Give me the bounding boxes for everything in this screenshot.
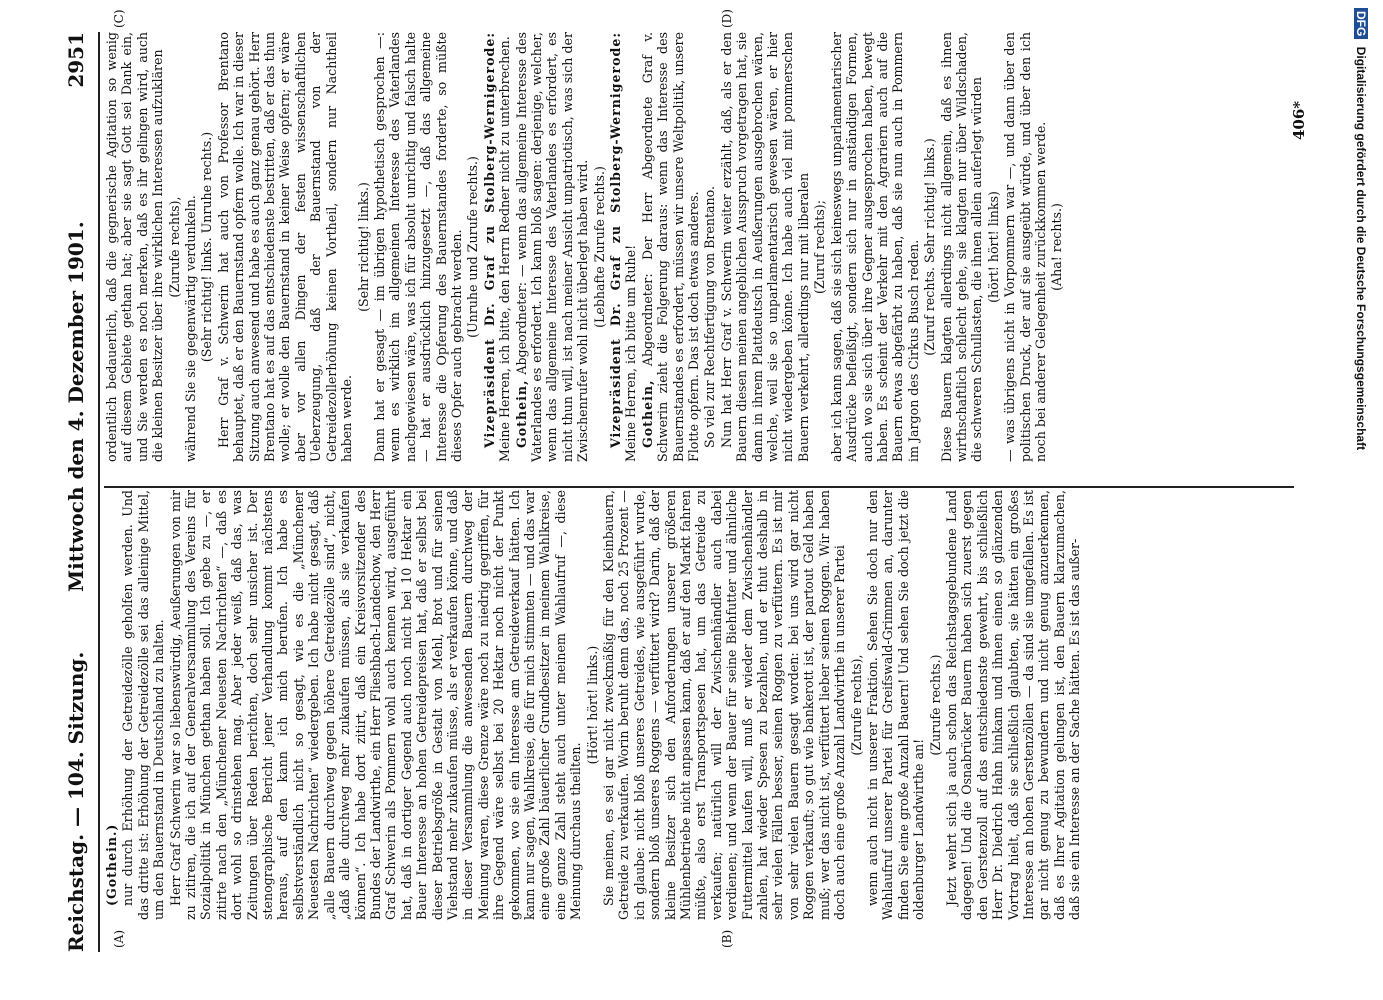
paragraph bbox=[939, 32, 985, 462]
dfg-logo: DFG bbox=[1354, 8, 1368, 39]
page-number: 2951 bbox=[64, 32, 88, 88]
speaker-name: Vizepräsident Dr. Graf zu Stolberg-Wernigerode: bbox=[481, 32, 497, 448]
paragraph-text: (Sehr richtig! links.) bbox=[355, 182, 371, 312]
paragraph bbox=[120, 490, 166, 920]
digitization-text: Digitalisierung gefördert durch die Deutsche Forschungsgemeinschaft bbox=[1354, 46, 1368, 451]
speaker-name: Gothein, bbox=[513, 379, 529, 448]
paragraph-text: (Lebhafte Zurufe rechts.) bbox=[591, 166, 607, 328]
header-left: Reichstag. — 104. Sitzung. bbox=[64, 651, 88, 952]
paragraph-text: (Zuruf rechts. Sehr richtig! links.) bbox=[922, 138, 938, 356]
stage-direction bbox=[167, 32, 182, 462]
paragraph-text: — was übrigens nicht in Vorpommern war —, und dann über den politischen Druck, der auf sie ausgeübt würde, und über den ich noch bei anderer Gelegenheit zurückkommen werde. bbox=[1002, 32, 1048, 462]
paragraph-text: während Sie sie gegenwärtig verdunkeln. bbox=[183, 195, 199, 462]
digitization-note bbox=[1348, 8, 1368, 992]
paragraph-text: Sie meinen, es sei gar nicht zweckmäßig für den Kleinbauern, Getreide zu verkaufen. Worin beruht denn das, noch 25 Prozent — ich glaube: nicht bloß unseres Getreides, wie ausgeführt wurde, sondern bloß unseres Roggens — verfüttert wird? Darin, daß der kleine Besitzer sich den Anforderungen unserer größeren Mühlenbetriebe nicht anpassen kann, daß er auf den Markt fahren müßte, also erst Transportspesen hat, um das Getreide zu verkaufen; natürlich will der Zwischenhändler auch dabei verdienen; und wenn der Bauer für seine Biehfutter und ähnliche Futtermittel kaufen will, muß er wieder dem Zwischenhändler zahlen, hat wieder Spesen zu bezahlen, und er thut deshalb in sehr vielen Fällen besser, seinen Roggen zu verfüttern. Es ist mir von sehr vielen Bauern gesagt worden: bei uns wird gar nicht Roggen verkauft; so gut wie bankerott ist, der partout Geld haben muß; wer das nicht ist, verfüttert lieber seinen Roggen. Wir haben doch auch eine große Anzahl Landwirthe in unserer Partei bbox=[601, 490, 848, 920]
page-signature: 406* bbox=[1290, 100, 1308, 140]
paragraph-text: Dann hat er gesagt — im übrigen hypothetisch gesprochen —: wenn es wirklich im allgemeinen Interesse des Vaterlandes nachgewiesen wäre, was ich für absolut unrichtig und falsch halte — hat er ausdrücklich hinzugesetzt —, daß das allgemeine Interesse die Opferung des Bauernstandes forderte, so müßte dieses Opfer auch gebracht werden. bbox=[371, 32, 464, 462]
paragraph bbox=[482, 32, 513, 462]
paragraph-text: So viel zur Rechtfertigung von Brentano. bbox=[702, 185, 718, 448]
stage-direction bbox=[592, 32, 607, 462]
stage-direction bbox=[986, 32, 1001, 462]
paragraph bbox=[216, 32, 355, 462]
stage-direction bbox=[585, 490, 600, 920]
page-header bbox=[60, 32, 98, 952]
stage-direction bbox=[356, 32, 371, 462]
paragraph-text: Herr Graf v. Schwerin hat auch von Professor Brentano behauptet, daß er den Bauernstand opfern wolle. Ich war in dieser Sitzung auch anwesend und habe es auch ganz genau gehört. Herr Brentano hat es auf das entschiedenste bestritten, daß er das thun wolle; er wolle den Bauernstand in keiner Weise opfern; er wäre aber vor allen Dingen der festen wissenschaftlichen Ueberzeugung, daß der Bauernstand von der Getreidezollerhöhung keinen Vortheil, sondern nur Nachtheil haben werde. bbox=[215, 32, 355, 462]
paragraph-text: (Aha! rechts.) bbox=[1049, 203, 1065, 291]
speaker-name: Vizepräsident Dr. Graf zu Stolberg-Wernigerode: bbox=[608, 32, 623, 448]
paragraph-text: Abgeordneter: — wenn das allgemeine Interesse des Vaterlandes es erfordert. Ich kann bloß sagen: derjenige, welcher, wenn das allgemeine Interesse des Vaterlandes es erfordert, es nicht thun will, ist nach meiner Ansicht unpatriotisch, was sich der Zwischenrufer wohl nicht überlegt haben wird. bbox=[513, 32, 591, 462]
paragraph-text: (Sehr richtig! links. Unruhe rechts.) bbox=[199, 131, 215, 363]
column-divider bbox=[104, 486, 1294, 488]
speaker-name: (Gothein.) bbox=[104, 823, 119, 906]
paragraph bbox=[719, 32, 811, 462]
margin-marker-c: (C) bbox=[112, 9, 126, 28]
paragraph bbox=[372, 32, 464, 462]
paragraph bbox=[183, 32, 198, 462]
paragraph-text: Meine Herren, ich bitte um Ruhe! bbox=[623, 244, 639, 462]
paragraph-text: wenn auch nicht in unserer Fraktion. Sehen Sie doch nur den Wahlaufruf unserer Partei für Greifswald-Grimmen an, darunter finden Sie eine große Anzahl Bauern! Und sehen Sie doch jetzt die oldenburger Landwirthe an! bbox=[864, 490, 927, 920]
paragraph bbox=[640, 32, 702, 462]
stage-direction bbox=[928, 490, 943, 920]
paragraph bbox=[829, 32, 921, 462]
paragraph bbox=[608, 32, 639, 462]
paragraph-text: aber ich kann sagen, daß sie sich keineswegs unparlamentarischer Ausdrücke befleißigt, sondern sich nur in anständigen Formen, auch wo sie sich über ihre Gegner ausgesprochen haben, bewegt haben. Es scheint der Verkehr mit den Agrariern auch auf die Bauern etwas abgefärbt zu haben, daß sie nun auch in Pommern im Jargon des Cirkus Busch reden. bbox=[828, 32, 921, 462]
paragraph-text: Jetzt wehrt sich ja auch schon das Reichstagsgebundene Land dagegen! Und die Osnabrücker Bauern haben sich zuerst gegen den Gerstenzoll auf das entschiedenste gewehrt, bis schließlich Herr Dr. Diedrich Hahn hinkam und ihnen einen so glänzenden Vortrag hielt, daß sie schließlich glaubten, sie hätten ein großes Interesse an hohen Gerstenzöllen — da sind sie umgefallen. Es ist gar nicht genug zu bewundern und nicht genug anzuerkennen, daß es Ihrer Agitation gelungen ist, den Bauern klarzumachen, daß sie ein Interesse an der Sache hätten. Es ist das außer- bbox=[943, 490, 1083, 920]
margin-marker-a: (A) bbox=[112, 929, 126, 948]
paragraph-text: (Hört! hört! links.) bbox=[584, 645, 600, 765]
paragraph bbox=[514, 32, 591, 462]
paragraph-text: (Unruhe und Zurufe rechts.) bbox=[465, 156, 481, 338]
paragraph-text: Diese Bauern klagten allerdings nicht allgemein, daß es ihnen wirthschaftlich schlecht gehe, sie klagten nur über Wildschaden, die schweren Schullasten, die ihnen allein auferlegt würden bbox=[938, 32, 985, 462]
stage-direction bbox=[849, 490, 864, 920]
paragraph bbox=[865, 490, 927, 920]
paragraph-text: nur durch Erhöhung der Getreidezölle geholfen werden. Und das dritte ist: Erhöhung der Getreidezölle sei das alleinige Mittel, um den Bauernstand in Deutschland zu halten. bbox=[120, 490, 167, 920]
paragraph bbox=[601, 490, 848, 920]
stage-direction bbox=[922, 32, 937, 462]
paragraph-text: (Zuruf rechts); bbox=[812, 200, 828, 294]
paragraph-text: Abgeordneter: Der Herr Abgeordnete Graf v. Schwerin zieht die Folgerung daraus: wenn das Interesse des Bauernstandes es erfordert, müssen wir unsere Weltpolitik, unsere Flotte opfern. Das ist doch etwas anderes. bbox=[639, 32, 702, 462]
header-rule bbox=[98, 32, 100, 952]
paragraph bbox=[702, 32, 717, 462]
paragraph-text: (Zurufe rechts), bbox=[848, 654, 864, 756]
paragraph-text: Herr Graf Schwerin war so liebenswürdig, Aeußerungen von mir zu zitiren, die ich auf der Generalversammlung des Vereins für Sozialpolitik in München gethan haben soll. Ich gebe zu —, er zitirte nach den „Münchener Neuesten Nachrichten“ —, daß es dort wohl so drinstehen mag. Aber jeder weiß, daß das, was Zeitungen über Reden berichten, doch sehr unsicher ist. Der stenographische Bericht jener Verhandlung kommt nächstens heraus, auf den kann ich mich berufen. Ich habe es selbstverständlich nicht so gesagt, wie es die „Münchener Neuesten Nachrichten“ wiedergeben. Ich habe nicht gesagt, daß „alle Bauern durchweg gegen höhere Getreidezölle sind“, nicht, „daß alle durchweg mehr zukaufen müssen, als sie verkaufen können“. Ich habe dort zitirt, daß ein Kreisvorsitzender des Bundes der Landwirthe, ein Herr Flieshbach-Landechow, den Herr Graf Schwerin als Pommern wohl auch kennen wird, ausgeführt hat, daß in dortiger Gegend auch noch nicht bei 10 Hektar ein Bauer Interesse an hohen Getreidepreisen hat, daß er selbst bei dieser Betriebsgröße in Gestalt von Mehl, Brot und für seinen Viehstand mehr zukaufen müsse, als er verkaufen könne, und daß in dieser Versammlung die anwesenden Bauern durchweg der Meinung waren, diese Grenze wäre noch zu niedrig gegriffen, für ihre Gegend wäre selbst bei 20 Hektar noch nicht der Punkt gekommen, wo sie ein Interesse am Getreideverkauf hätten. Ich kann nur sagen, Wahlkreise, die für mich stimmten — und das war eine große Zahl bäuerlicher Grundbesitzer in meinem Wahlkreise, eine ganze Zahl steht auch unter meinem Wahlaufruf —, diese Meinung durchaus theilten. bbox=[167, 490, 584, 920]
stage-direction bbox=[465, 32, 480, 462]
paragraph bbox=[104, 490, 119, 920]
header-date: Mittwoch den 4. Dezember 1901. bbox=[64, 221, 88, 592]
stage-direction bbox=[1049, 32, 1064, 462]
text-column-left bbox=[104, 490, 1084, 920]
paragraph bbox=[944, 490, 1083, 920]
speaker-name: Gothein, bbox=[639, 379, 655, 448]
paragraph-text: (Zurufe rechts.) bbox=[927, 654, 943, 756]
paragraph bbox=[1002, 32, 1048, 462]
stage-direction bbox=[812, 32, 827, 462]
paragraph-text: (hört! hört! links) bbox=[985, 191, 1001, 303]
paragraph-text: (Zurufe rechts), bbox=[166, 196, 182, 298]
margin-marker-d: (D) bbox=[720, 9, 734, 28]
paragraph bbox=[168, 490, 584, 920]
paragraph bbox=[104, 32, 166, 462]
paragraph-text: Nun hat Herr Graf v. Schwerin weiter erzählt, daß, als er den Bauern diesen meinen angeblichen Ausspruch vorgetragen hat, sie dann in ihrem Plattdeutsch in Aeußerungen ausgebrochen wären, welche, weil sie so unparlamentarisch gewesen wären, er hier nicht wiedergeben könne. Ich habe auch viel mit pommerschen Bauern verkehrt, allerdings nur mit liberalen bbox=[718, 32, 811, 462]
margin-marker-b: (B) bbox=[720, 929, 734, 948]
stage-direction bbox=[199, 32, 214, 462]
paragraph-text: ordentlich bedauerlich, daß die gegnerische Agitation so wenig auf diesem Gebiete gethan hat; aber sie sagt Gott sei Dank ein, und Sie werden es noch merken, daß es ihr gelingen wird, auch die kleinen Besitzer über ihre wirklichen Interessen aufzuklären bbox=[104, 32, 166, 462]
text-column-right bbox=[104, 32, 1066, 462]
paragraph-text: Meine Herren, ich bitte, den Herrn Redner nicht zu unterbrechen. bbox=[497, 36, 513, 462]
